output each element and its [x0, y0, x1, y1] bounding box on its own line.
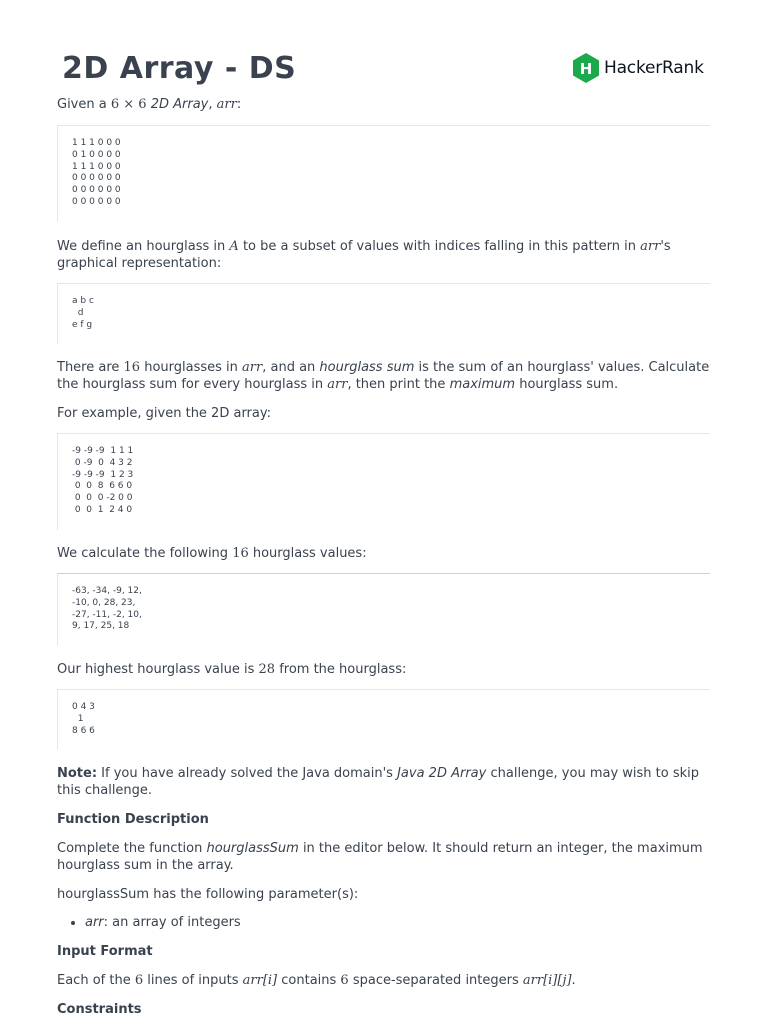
constraints-heading: Constraints [57, 1002, 142, 1017]
params-list [57, 914, 710, 931]
java-2d-array-link[interactable]: Java 2D Array [397, 766, 487, 781]
hackerrank-logo [571, 52, 704, 84]
code-block-pattern: a b c d e f g [57, 283, 710, 344]
note-paragraph: Note: If you have already solved the Java domain's Java 2D Array challenge, you may wish to skip this challenge. [57, 766, 700, 798]
param-item-arr: • arr: an array of integers [85, 914, 710, 931]
problem-statement [57, 96, 710, 1018]
define-paragraph: We define an hourglass in A to be a subset of values with indices falling in this pattern in arr's graphical representation: [57, 239, 671, 271]
page-title: 2D Array - DS [62, 51, 297, 86]
function-description-heading: Function Description [57, 812, 209, 827]
code-block-grid: 1 1 1 0 0 0 0 1 0 0 0 0 1 1 1 0 0 0 0 0 0 0 0 0 0 0 0 0 0 0 0 0 0 0 0 0 [57, 125, 710, 222]
page-header [0, 0, 768, 100]
note-label: Note: [57, 766, 98, 781]
code-block-example: -9 -9 -9 1 1 1 0 -9 0 4 3 2 -9 -9 -9 1 2 3 0 0 8 6 6 0 0 0 0 -2 0 0 0 0 1 2 4 0 [57, 433, 710, 530]
logo-letter: H [579, 60, 593, 78]
logo-text: HackerRank [604, 58, 704, 78]
input-format-heading: Input Format [57, 944, 153, 959]
for-example-paragraph: For example, given the 2D array: [57, 406, 271, 421]
there-are-paragraph: There are 16 hourglasses in arr, and an hourglass sum is the sum of an hourglass' values. Calculate the hourglass sum for every hourglass in arr, then print the maximum hourglass sum. [57, 360, 710, 392]
hackerrank-logo-icon [571, 52, 601, 84]
function-description-paragraph: Complete the function hourglassSum in the editor below. It should return an integer, the maximum hourglass sum in the array. [57, 841, 703, 873]
input-format-paragraph: Each of the 6 lines of inputs arr[i] contains 6 space-separated integers arr[i][j]. [57, 973, 576, 988]
code-block-values: -63, -34, -9, 12, -10, 0, 28, 23, -27, -11, -2, 10, 9, 17, 25, 18 [57, 573, 710, 646]
we-calculate-paragraph: We calculate the following 16 hourglass values: [57, 546, 367, 561]
params-intro: hourglassSum has the following parameter(s): [57, 887, 359, 902]
code-block-best-hourglass: 0 4 3 1 8 6 6 [57, 689, 710, 750]
intro-paragraph: Given a 6 × 6 2D Array, arr: [57, 97, 242, 112]
highest-paragraph: Our highest hourglass value is 28 from the hourglass: [57, 662, 407, 677]
